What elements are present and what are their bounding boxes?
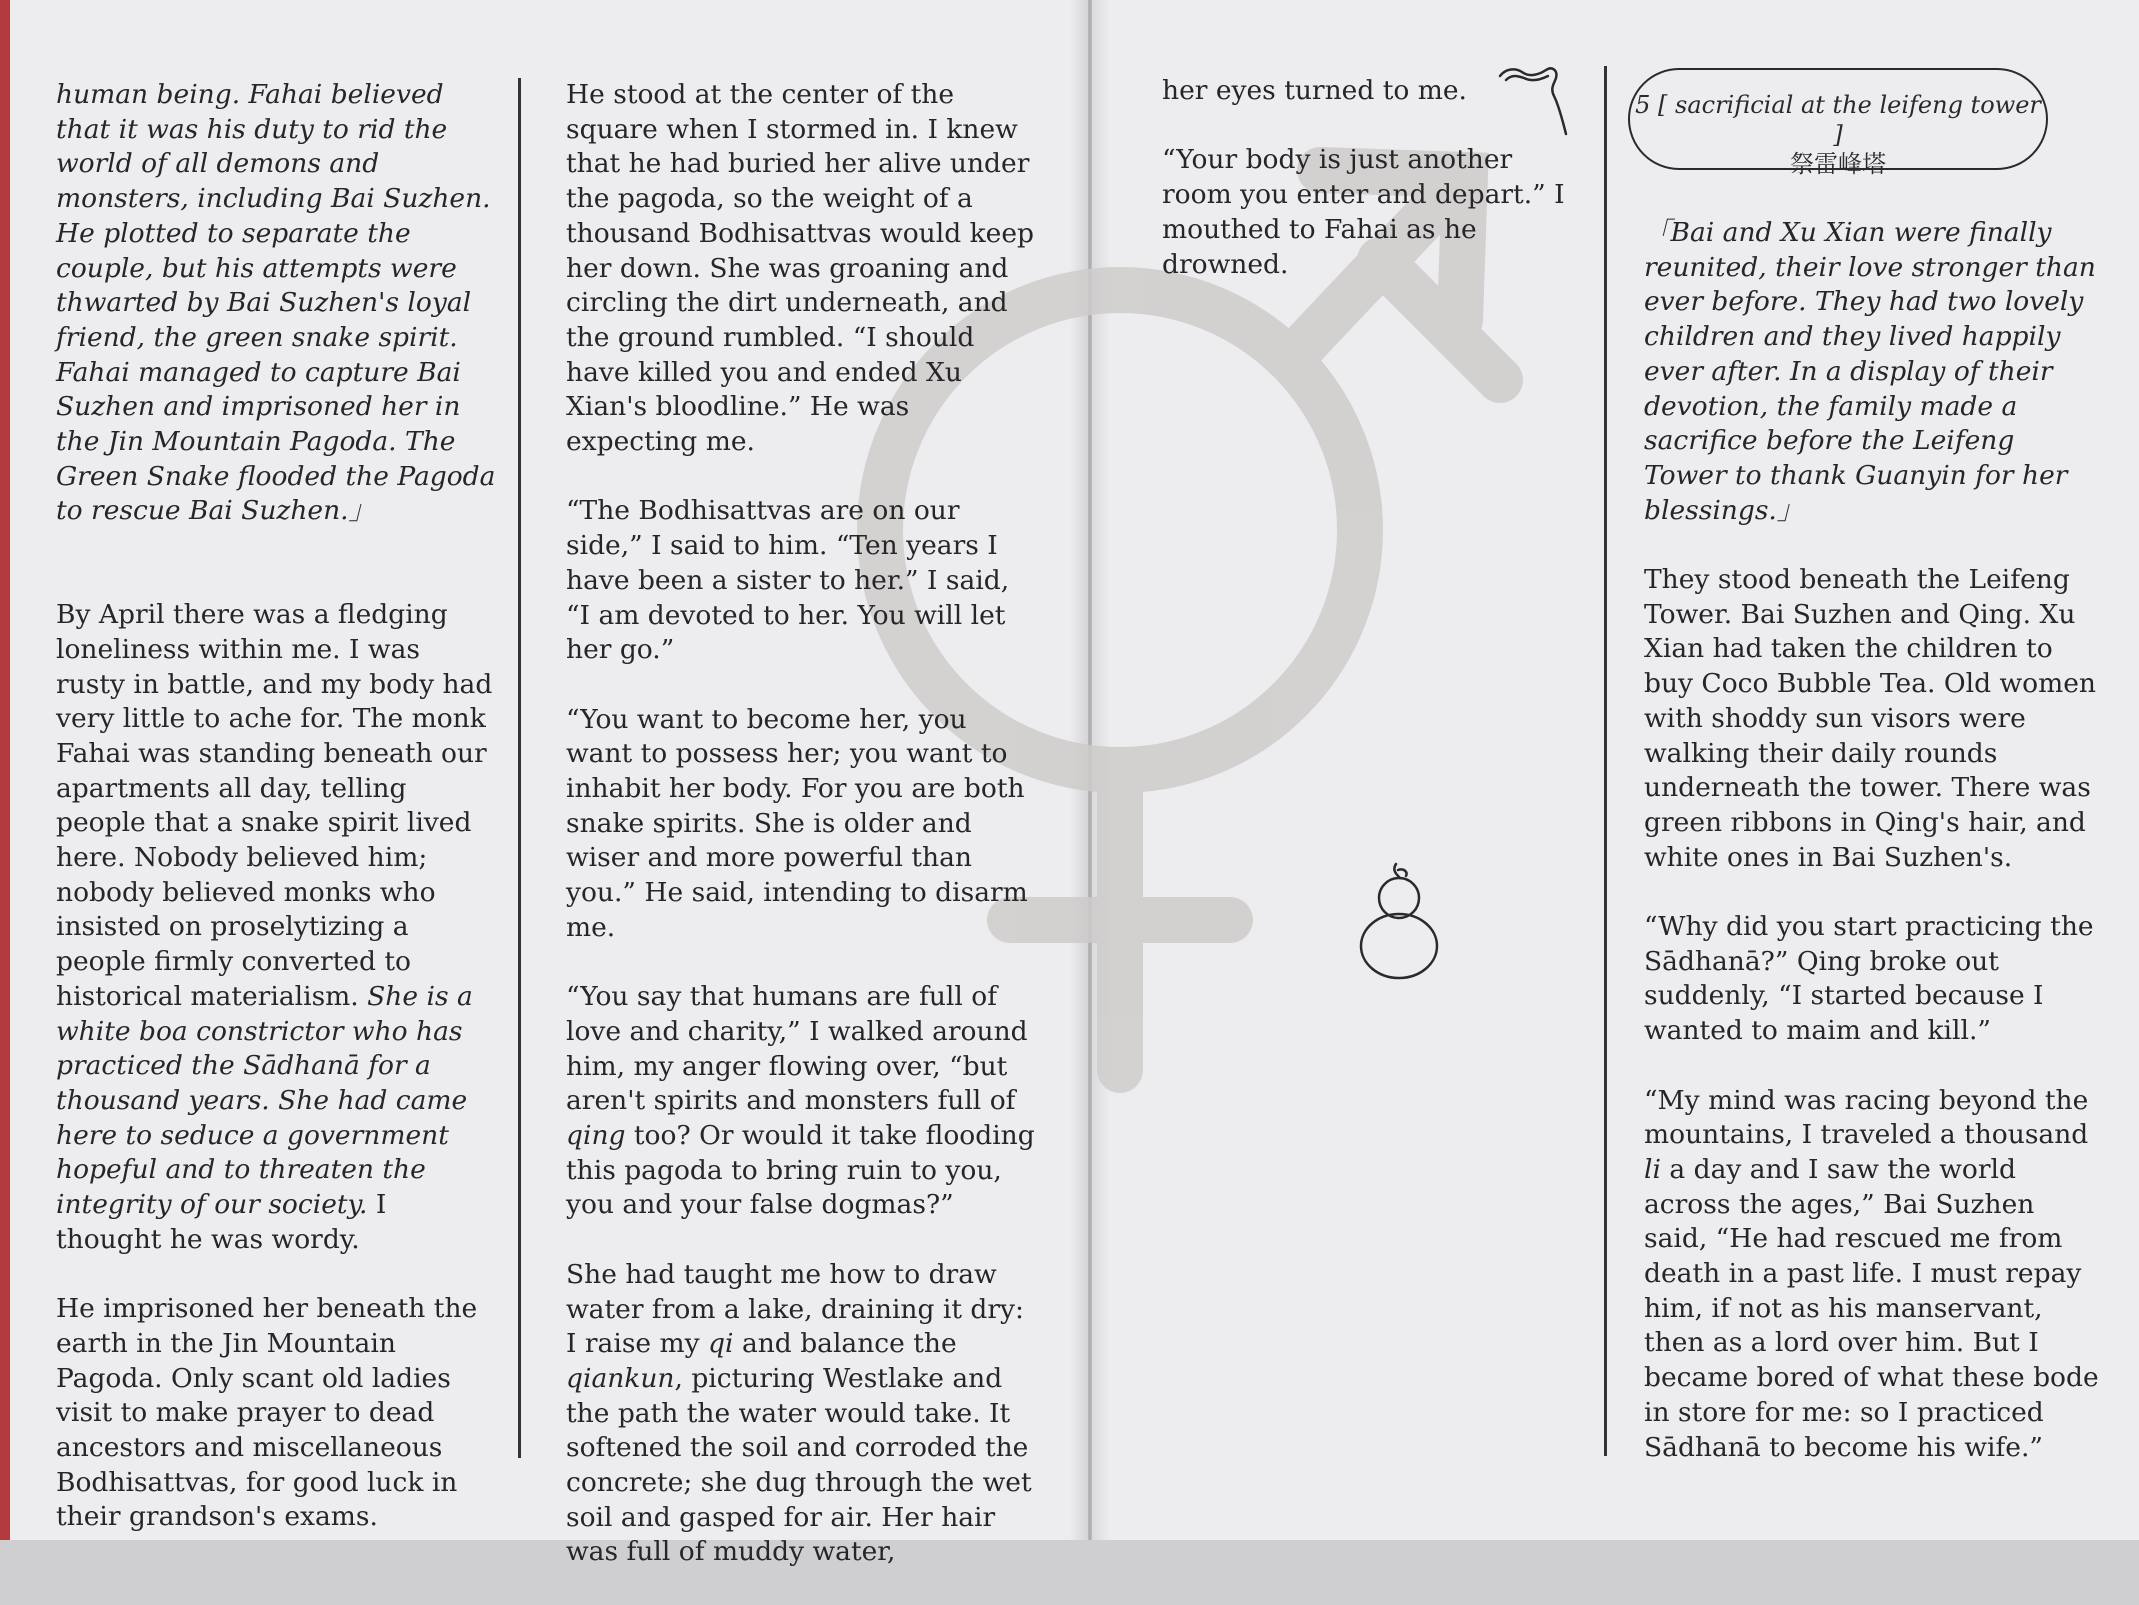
column-1	[56, 78, 496, 1570]
paragraph: “Why did you start practicing the Sādhanā?” Qing broke out suddenly, “I started because I wanted to maim and kill.”	[1644, 911, 2094, 1047]
section-title: 5 [ sacrificial at the leifeng tower ]	[1635, 91, 2041, 149]
paragraph: They stood beneath the Leifeng Tower. Bai Suzhen and Qing. Xu Xian had taken the children to buy Coco Bubble Tea. Old women with shoddy sun visors were walking their daily rounds underneath the tower. There was green ribbons in Qing's hair, and white ones in Bai Suzhen's.	[1644, 564, 2096, 873]
column-divider	[1604, 66, 1607, 1456]
column-2	[566, 78, 1036, 1605]
gourd-doodle-icon	[1356, 860, 1442, 982]
column-4	[1644, 216, 2099, 1500]
paragraph: “You want to become her, you want to possess her; you want to inhabit her body. For you are both snake spirits. She is older and wiser and more powerful than you.” He said, intending to disarm me.	[566, 703, 1028, 943]
paragraph: “You say that humans are full of love and charity,” I walked around him, my anger flowing over, “but aren't spirits and monsters full of qing too? Or would it take flooding this pagoda to bring ruin to you, you and your false dogmas?”	[566, 981, 1035, 1221]
snake-doodle-icon	[1496, 62, 1574, 140]
paragraph: her eyes turned to me.	[1162, 75, 1467, 106]
paragraph: By April there was a fledging loneliness within me. I was rusty in battle, and my body had very little to ache for. The monk Fahai was standing beneath our apartments all day, telling people that a snake spirit lived here. Nobody believed him; nobody believed monks who insisted on proselytizing a people firmly converted to historical materialism. She is a white boa constrictor who has practiced the Sādhanā for a thousand years. She had came here to seduce a government hopeful and to threaten the integrity of our society. I thought he was wordy.	[56, 599, 493, 1255]
section-heading	[1628, 68, 2048, 178]
column-divider	[518, 78, 521, 1458]
paragraph: “Your body is just another room you enter and depart.” I mouthed to Fahai as he drowned.	[1162, 144, 1565, 280]
paragraph: He imprisoned her beneath the earth in the Jin Mountain Pagoda. Only scant old ladies visit to make prayer to dead ancestors and miscellaneous Bodhisattvas, for good luck in their grandson's exams.	[56, 1293, 478, 1533]
paragraph: “My mind was racing beyond the mountains, I traveled a thousand li a day and I saw the world across the ages,” Bai Suzhen said, “He had rescued me from death in a past life. I must repay him, if not as his manservant, then as a lord over him. But I became bored of what these bode in store for me: so I practiced Sādhanā to become his wife.”	[1644, 1084, 2099, 1463]
paragraph: She had taught me how to draw water from a lake, draining it dry: I raise my qi and balance the qiankun, picturing Westlake and the path the water would take. It softened the soil and corroded the concrete; she dug through the wet soil and gasped for air. Her hair was full of muddy water,	[566, 1258, 1032, 1568]
paragraph: “The Bodhisattvas are on our side,” I said to him. “Ten years I have been a sister to her.” I said, “I am devoted to her. You will let her go.”	[566, 495, 1010, 666]
paragraph: He stood at the center of the square when I stormed in. I knew that he had buried her alive under the pagoda, so the weight of a thousand Bodhisattvas would keep her down. She was groaning and circling the dirt underneath, and the ground rumbled. “I should have killed you and ended Xu Xian's bloodline.” He was expecting me.	[566, 79, 1034, 458]
paragraph: human being. Fahai believed that it was his duty to rid the world of all demons and monsters, including Bai Suzhen. He plotted to separate the couple, but his attempts were thwarted by Bai Suzhen's loyal friend, the green snake spirit. Fahai managed to capture Bai Suzhen and imprisoned her in the Jin Mountain Pagoda. The Green Snake flooded the Pagoda to rescue Bai Suzhen.」	[56, 79, 496, 527]
paragraph: 「Bai and Xu Xian were finally reunited, their love stronger than ever before. They had two lovely children and they lived happily ever after. In a display of their devotion, the family made a sacrifice before the Leifeng Tower to thank Guanyin for her blessings.」	[1644, 217, 2096, 526]
section-title-chinese: 祭雷峰塔	[1790, 150, 1886, 178]
